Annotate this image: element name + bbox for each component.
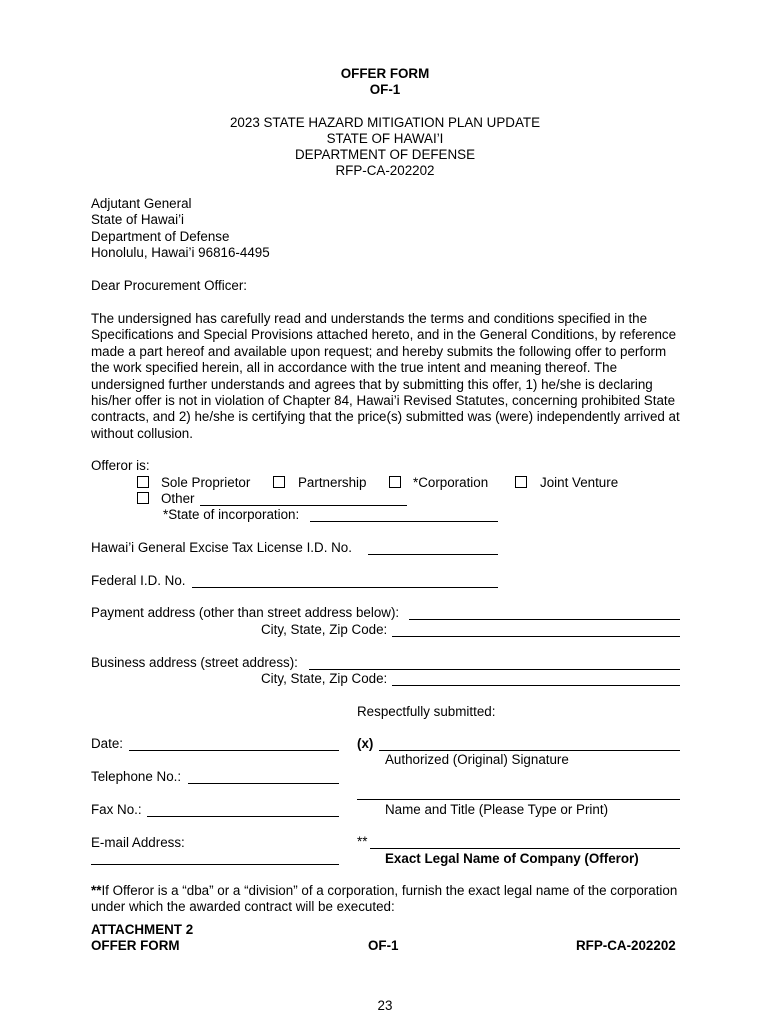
authorized-signature-label: Authorized (Original) Signature (385, 752, 569, 767)
sole-proprietor-checkbox[interactable] (137, 476, 149, 488)
salutation: Dear Procurement Officer: (91, 278, 248, 293)
footer-form-code: OF-1 (368, 938, 399, 953)
footnote-text: If Offeror is a “dba” or a “division” of a corporation, furnish the exact legal name of the corporation under which the awarded contract will be executed: (91, 883, 678, 915)
payment-city-line[interactable] (392, 636, 680, 637)
sole-proprietor-label: Sole Proprietor (161, 475, 251, 490)
address-line-1: Adjutant General (91, 196, 192, 211)
joint-venture-checkbox[interactable] (515, 476, 527, 488)
other-input-line[interactable] (200, 505, 407, 506)
project-title: 2023 STATE HAZARD MITIGATION PLAN UPDATE (229, 115, 541, 130)
footer-offer-form: OFFER FORM (91, 938, 180, 953)
other-checkbox[interactable] (137, 492, 149, 504)
name-title-label: Name and Title (Please Type or Print) (385, 802, 609, 817)
form-title: OFFER FORM (340, 66, 430, 81)
form-code: OF-1 (369, 82, 401, 97)
rfp-number: RFP-CA-202202 (335, 163, 435, 178)
payment-city-label: City, State, Zip Code: (261, 622, 388, 637)
signature-line[interactable] (379, 750, 680, 751)
payment-address-line[interactable] (409, 619, 680, 620)
state-name: STATE OF HAWAI’I (326, 131, 444, 146)
ge-tax-line[interactable] (368, 554, 498, 555)
joint-venture-label: Joint Venture (540, 475, 619, 490)
corporation-label: *Corporation (413, 475, 489, 490)
state-of-incorporation-line[interactable] (310, 521, 498, 522)
email-label: E-mail Address: (91, 835, 185, 850)
footnote (91, 883, 683, 916)
fax-label: Fax No.: (91, 802, 142, 817)
telephone-line[interactable] (188, 783, 339, 784)
x-mark: (x) (357, 736, 374, 751)
business-address-line[interactable] (309, 669, 680, 670)
legal-name-line[interactable] (370, 848, 680, 849)
partnership-checkbox[interactable] (273, 476, 285, 488)
payment-address-label: Payment address (other than street address below): (91, 605, 400, 620)
footnote-marker: ** (91, 883, 102, 898)
federal-id-line[interactable] (192, 587, 498, 588)
other-label: Other (161, 491, 195, 506)
date-label: Date: (91, 736, 124, 751)
attachment-label: ATTACHMENT 2 (91, 922, 194, 937)
ge-tax-label: Hawai’i General Excise Tax License I.D. No. (91, 540, 352, 555)
partnership-label: Partnership (298, 475, 367, 490)
business-city-line[interactable] (392, 685, 680, 686)
respectfully-submitted: Respectfully submitted: (357, 704, 496, 719)
telephone-label: Telephone No.: (91, 769, 182, 784)
legal-name-label: Exact Legal Name of Company (Offeror) (385, 851, 639, 866)
footer-rfp: RFP-CA-202202 (576, 938, 676, 953)
offeror-label: Offeror is: (91, 458, 150, 473)
state-of-incorporation-label: *State of incorporation: (163, 507, 300, 522)
fax-line[interactable] (147, 816, 339, 817)
address-line-2: State of Hawai’i (91, 212, 185, 227)
business-address-label: Business address (street address): (91, 655, 298, 670)
double-star: ** (357, 834, 368, 849)
body-paragraph: The undersigned has carefully read and understands the terms and conditions specified in the Specifications and Special Provisions attached hereto, and in the General Conditions, by reference made a part hereof and available upon request; and hereby submits the following offer to perform the work specified herein, all in accordance with the true intent and meaning thereof. The undersigned further understands and agrees that by submitting this offer, 1) he/she is declaring his/her offer is not in violation of Chapter 84, Hawai’i Revised Statutes, concerning prohibited State contracts, and 2) he/she is certifying that the price(s) submitted was (were) independently arrived at without collusion. (91, 311, 680, 441)
corporation-checkbox[interactable] (389, 476, 401, 488)
address-line-3: Department of Defense (91, 229, 230, 244)
page-number: 23 (377, 998, 393, 1013)
date-line[interactable] (129, 750, 339, 751)
address-line-4: Honolulu, Hawai’i 96816-4495 (91, 245, 270, 260)
federal-id-label: Federal I.D. No. (91, 573, 186, 588)
email-line[interactable] (91, 864, 339, 865)
name-title-line[interactable] (357, 799, 680, 800)
department-name: DEPARTMENT OF DEFENSE (294, 147, 476, 162)
business-city-label: City, State, Zip Code: (261, 671, 388, 686)
